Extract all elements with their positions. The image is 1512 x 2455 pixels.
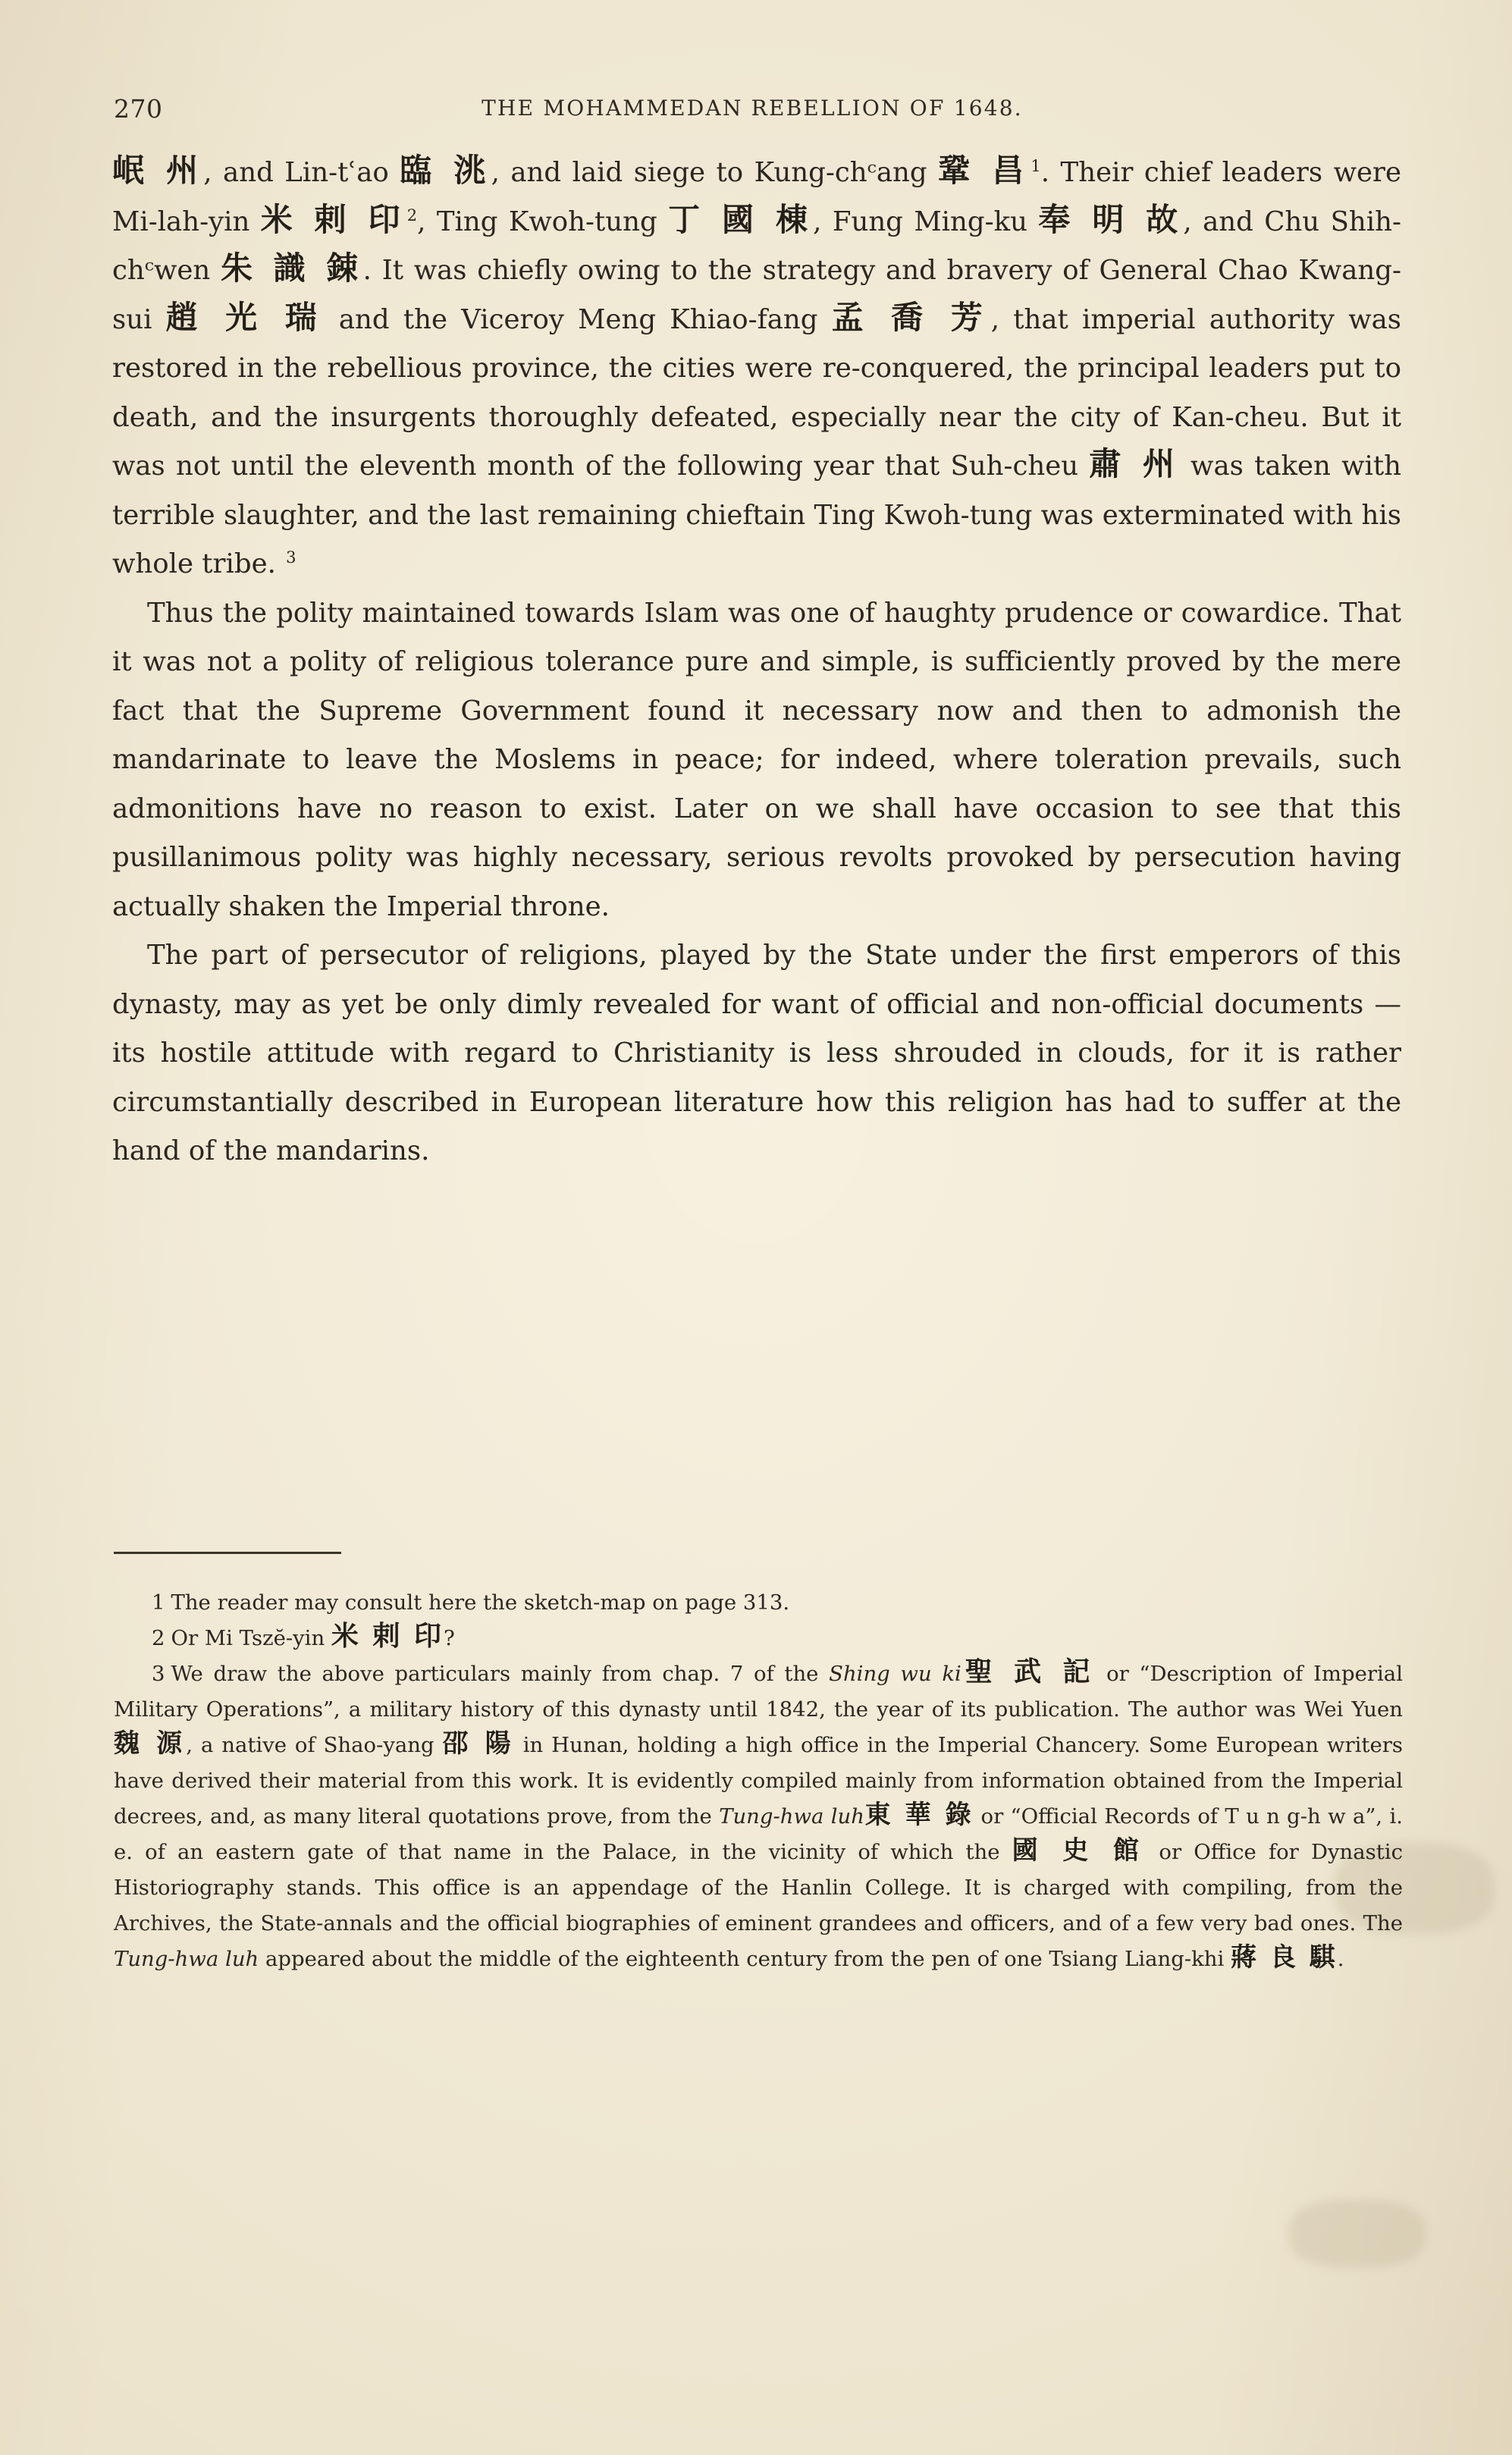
cjk-fung-ming-ku: 奉 明 故: [1038, 200, 1184, 238]
footnote-number: 2: [152, 1626, 165, 1650]
cjk-tung-hwa-luh: 東 華 錄: [864, 1800, 974, 1830]
footnote-text: .: [1337, 1947, 1344, 1971]
footnote-3: [114, 1656, 1403, 1977]
footnote-text: or “Description of Imperial Military Operations”, a military history of this dynasty until 1842, the year of its publication. The author was Wei Yuen: [114, 1662, 1403, 1722]
cjk-chao-kwang-sui: 趙 光 瑞: [165, 298, 325, 336]
footnote-text: , a native of Shao-yang: [186, 1733, 443, 1757]
text-run: and the Viceroy Meng Khiao-fang: [325, 303, 832, 335]
footnote-1: [114, 1585, 1403, 1621]
cjk-tsiang-liang-khi: 蔣 良 騏: [1231, 1942, 1338, 1973]
footnote-text: The reader may consult here the sketch-map on page 313.: [171, 1590, 790, 1615]
title-shing-wu-ki: Shing wu ki: [829, 1662, 961, 1686]
text-run: , Fung Ming-ku: [813, 206, 1039, 237]
footnotes: [114, 1585, 1403, 1977]
cjk-suh-cheu: 肅 州: [1089, 445, 1180, 482]
page-number: 270: [114, 94, 163, 124]
text-run: , and laid siege to Kung-chᶜang: [491, 157, 939, 188]
footnote-text: Or Mi Tszĕ-yin: [171, 1626, 331, 1650]
paragraph-3: The part of persecutor of religions, played by the State under the first emperors of this dynasty, may as yet be only dimly revealed for want of official and non-official documents — its hostile attitude with regard to Christianity is less shrouded in clouds, for it is rather circumstantially described in European literature how this religion has had to suffer at the hand of the mandarins.: [112, 940, 1401, 1166]
cjk-chu-shih-chwen: 朱 識 鋉: [221, 250, 363, 287]
running-head: THE MOHAMMEDAN REBELLION OF 1648.: [482, 96, 1023, 121]
body-text: [112, 149, 1401, 1176]
paragraph-2: Thus the polity maintained towards Islam was one of haughty prudence or cowardice. That it was not a polity of religious tolerance pure and simple, is sufficiently proved by the mere fact that the Supreme Government found it necessary now and then to admonish the mandarinate to leave the Moslems in peace; for indeed, where toleration prevails, such admonitions have no reason to exist. Later on we shall have occasion to see that this pusillanimous polity was highly necessary, serious revolts provoked by persecution having actually shaken the Imperial throne.: [112, 597, 1401, 922]
text-run: , that imperial authority was restored in the rebellious province, the cities were re-conquered, the principal leaders put to death, and the insurgents thoroughly defeated, especially near the city of Kan-cheu. But it was not until the eleventh month of the following year that Suh-cheu: [112, 303, 1401, 482]
cjk-min-chau: 岷 州: [112, 152, 204, 189]
cjk-mi-tsze-yin: 米 剌 印: [331, 1621, 444, 1652]
page-header: [106, 94, 1398, 124]
footnote-2: [114, 1621, 1403, 1656]
cjk-ting-kwoh-tung: 丁 國 棟: [668, 200, 814, 238]
footnote-text: or “Official Records of T u n g-h w a”, i. e. of an eastern gate of that name in the Palace, in the vicinity of which the: [114, 1804, 1404, 1864]
footnote-marker-2: 2: [406, 206, 418, 224]
footnote-text: ?: [444, 1626, 455, 1650]
footnote-number: 3: [152, 1662, 165, 1686]
footnote-marker-3: 3: [286, 548, 296, 567]
footnote-text: We draw the above particulars mainly from chap. 7 of the: [171, 1662, 830, 1686]
text-run: . It was chiefly owing to the strategy and bravery of General Chao Kwang-sui: [112, 255, 1401, 335]
footnote-text: in Hunan, holding a high office in the Imperial Chancery. Some European writers have derived their material from this work. It is evidently compiled mainly from information obtained from the Imperial decrees, and, as many literal quotations prove, from the: [114, 1733, 1403, 1829]
footnote-number: 1: [152, 1590, 165, 1615]
footnote-text: or Office for Dynastic Historiography stands. This office is an appendage of the Hanlin College. It is charged with compiling, from the Archives, the State-annals and the official biographies of eminent grandees and officers, and of a few very bad ones. The: [114, 1840, 1404, 1935]
text-run: , and Lin-tʿao: [203, 157, 400, 188]
text-run: . Their chief leaders were Mi-lah-yin: [112, 157, 1401, 237]
cjk-shao-yang: 邵 陽: [442, 1728, 515, 1759]
paragraph-1: [112, 149, 1401, 589]
cjk-kung-chang: 鞏 昌: [938, 152, 1030, 189]
footnote-text: appeared about the middle of the eighteenth century from the pen of one Tsiang Liang-khi: [259, 1947, 1231, 1971]
title-tung-hwa-luh-2: Tung-hwa luh: [114, 1947, 259, 1971]
cjk-kwoh-shih-kwan: 國 史 館: [1012, 1835, 1147, 1866]
footnote-marker-1: 1: [1030, 157, 1041, 176]
text-run: was taken with terrible slaughter, and the last remaining chieftain Ting Kwoh-tung was exterminated with his whole tribe.: [112, 451, 1401, 579]
cjk-lin-tao: 臨 洮: [400, 152, 491, 189]
footnote-divider: [114, 1552, 341, 1554]
cjk-wei-yuen: 魏 源: [114, 1728, 187, 1759]
cjk-shing-wu-ki: 聖 武 記: [961, 1656, 1096, 1687]
title-tung-hwa-luh: Tung-hwa luh: [719, 1804, 864, 1829]
text-run: , Ting Kwoh-tung: [417, 206, 669, 237]
text-run: , and Chu Shih-chᶜwen: [112, 206, 1401, 286]
cjk-mi-lah-yin: 米 剌 印: [260, 200, 406, 238]
cjk-meng-khiao-fang: 孟 喬 芳: [831, 298, 991, 336]
